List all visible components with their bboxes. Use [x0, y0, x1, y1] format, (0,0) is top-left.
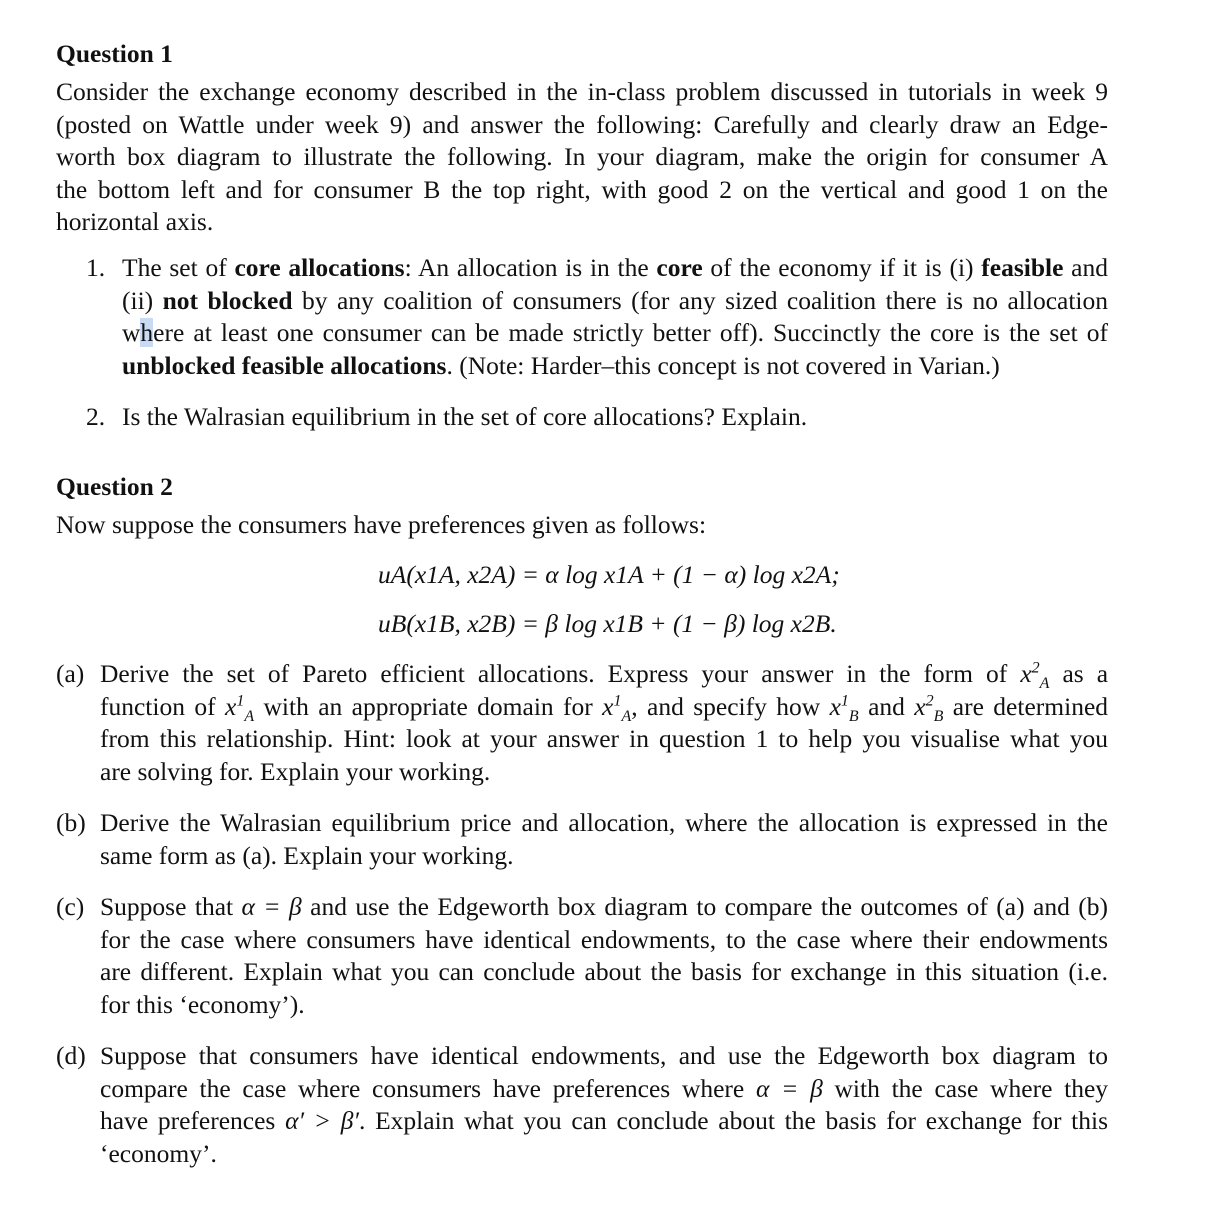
text-line: horizontal axis. [56, 207, 214, 236]
part-label: (b) [56, 808, 86, 837]
part-body [100, 891, 1108, 1021]
text-line: (posted on Wattle under week 9) and answer the following: Carefully and clearly draw an Edge- [56, 109, 1108, 139]
text-line: compare the case where consumers have preferences where α = β with the case where they [100, 1073, 1109, 1103]
part-body [100, 807, 1108, 872]
text-line: are solving for. Explain your working. [100, 756, 491, 786]
question-2-title: Question 2 [56, 472, 173, 501]
text-line: Suppose that consumers have identical endowments, and use the Edgeworth box diagram to [100, 1041, 1108, 1070]
text-line: Now suppose the consumers have preferences given as follows: [56, 510, 707, 539]
part-label: (c) [56, 892, 85, 921]
item-number: 2. [86, 402, 106, 431]
math-x2B: $x^2_B$ [914, 691, 944, 725]
text-line: (ii) not blocked by any coalition of consumers (for any sized coalition there is no allocation [122, 285, 1108, 315]
text-line: from this relationship. Hint: look at your answer in question 1 to help you visualise what you [100, 724, 1108, 753]
math-alpha-prime-gt-beta-prime: α′ > β′ [285, 1106, 359, 1135]
text-line: same form as (a). Explain your working. [100, 840, 514, 870]
utility-equation-a: uA(x1A, x2A) = α log x1A + (1 − α) log x2A; [378, 560, 840, 589]
question-1-title: Question 1 [56, 39, 173, 68]
text-line: The set of core allocations: An allocation is in the core of the economy if it is (i) feasible and [122, 253, 1108, 282]
text-cursor-highlight: h [140, 318, 154, 347]
text-line: Derive the Walrasian equilibrium price and allocation, where the allocation is expressed in the [100, 808, 1108, 837]
text-line: the bottom left and for consumer B the top right, with good 2 on the vertical and good 1 on the [56, 174, 1108, 204]
text-line: unblocked feasible allocations. (Note: Harder–this concept is not covered in Varian.) [122, 350, 1000, 380]
text-line: worth box diagram to illustrate the following. In your diagram, make the origin for consumer A [56, 142, 1108, 171]
math-alpha-equals-beta: α = β [756, 1073, 823, 1103]
text-line: Suppose that α = β and use the Edgeworth box diagram to compare the outcomes of (a) and (b) [100, 892, 1108, 921]
item-number: 1. [86, 253, 106, 282]
question-2-intro [56, 509, 1108, 542]
part-label: (d) [56, 1041, 86, 1070]
text-line: Derive the set of Pareto efficient allocations. Express your answer in the form of $x^2_A$ as a [100, 659, 1109, 693]
text-line: ‘economy’. [100, 1138, 217, 1168]
text-line: have preferences α′ > β′. Explain what you can conclude about the basis for exchange for this [100, 1106, 1109, 1135]
text-line: for this ‘economy’). [100, 989, 305, 1019]
math-x1B: $x^1_B$ [829, 691, 859, 725]
math-alpha-equals-beta: α = β [241, 892, 302, 921]
part-body [100, 1040, 1108, 1170]
math-x1A: $x^1_A$ [225, 691, 255, 725]
math-x2A: $x^2_A$ [1020, 659, 1050, 693]
text-line: are different. Explain what you can conclude about the basis for exchange in this situation (i.e. [100, 957, 1108, 986]
item-body [122, 252, 1108, 382]
text-line: Consider the exchange economy described in the in-class problem discussed in tutorials in week 9 [56, 77, 1108, 106]
part-label: (a) [56, 659, 85, 688]
utility-equation-b: uB(x1B, x2B) = β log x1B + (1 − β) log x2B. [378, 609, 837, 638]
text-line: where at least one consumer can be made strictly better off). Succinctly the core is the set of [122, 318, 1108, 347]
part-body [100, 658, 1108, 788]
item-body [122, 401, 1108, 434]
math-x1A: $x^1_A$ [602, 691, 632, 725]
text-line: for the case where consumers have identical endowments, to the case where their endowments [100, 924, 1108, 954]
question-1-intro [56, 76, 1108, 239]
text-line: Is the Walrasian equilibrium in the set of core allocations? Explain. [122, 402, 808, 431]
text-line: function of $x^1_A$ with an appropriate domain for $x^1_A$, and specify how $x^1_B$ and $x^2_B$ are determined [100, 691, 1109, 725]
